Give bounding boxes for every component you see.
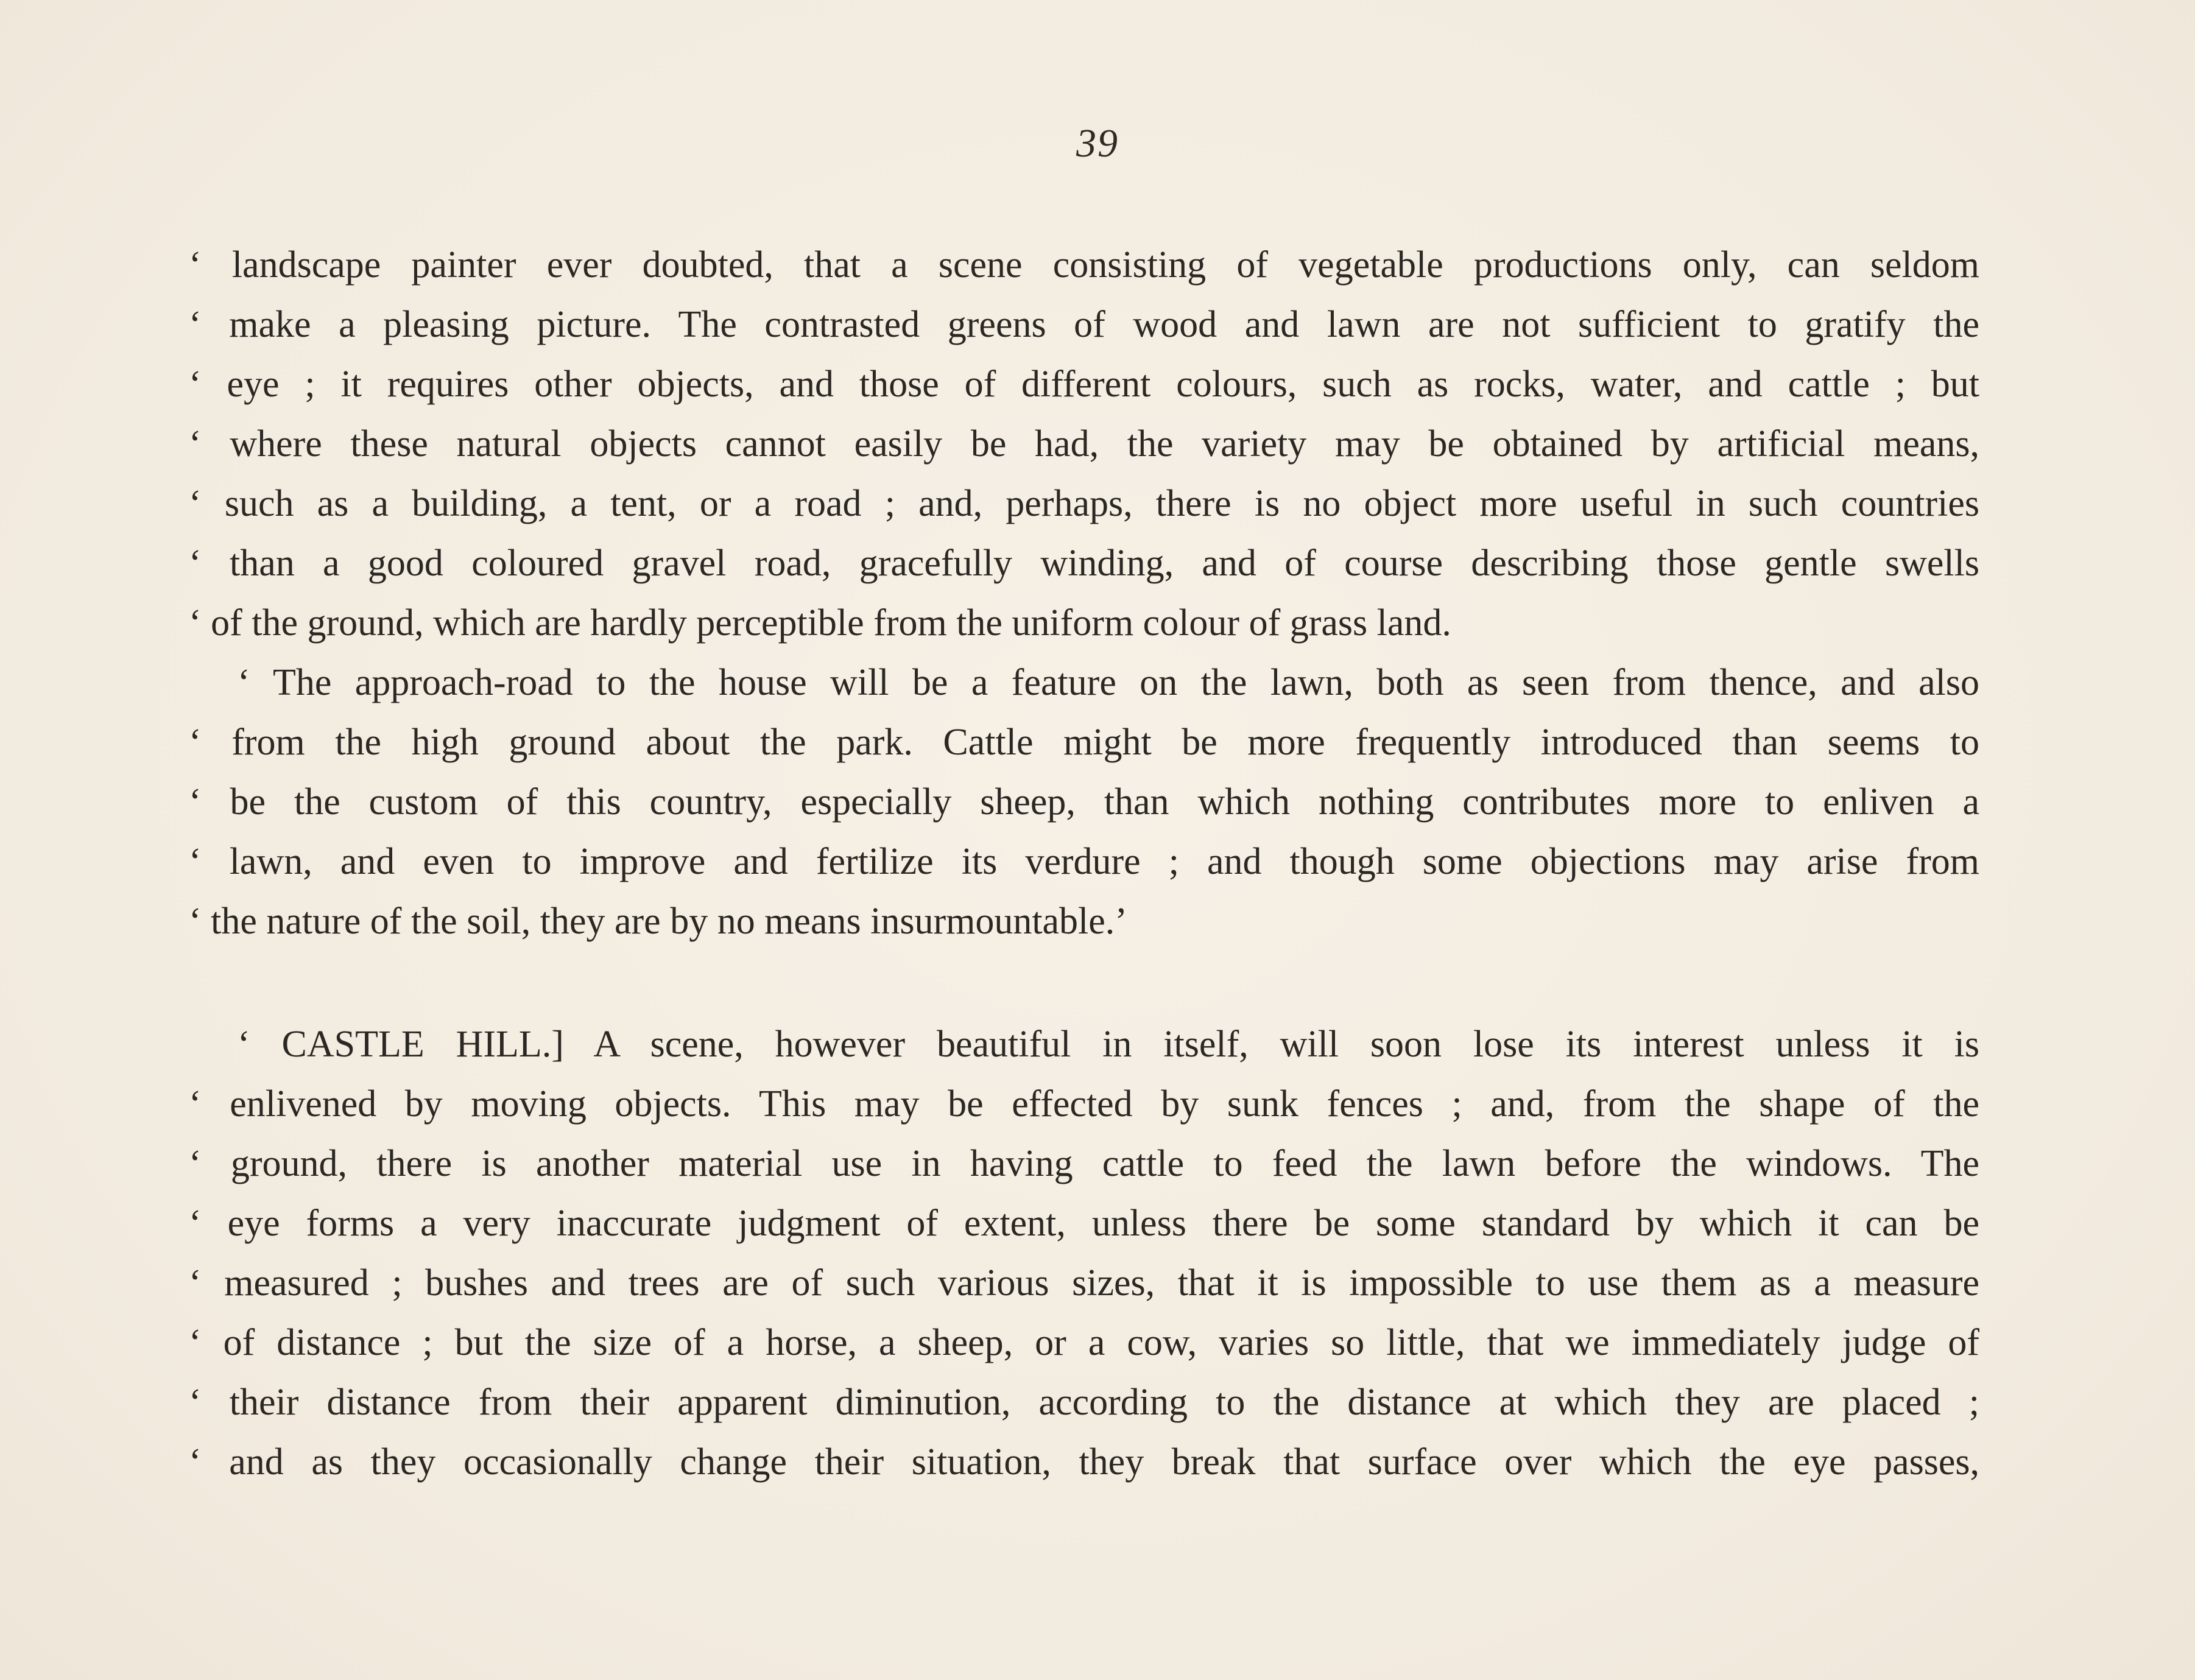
text-line: ‘ of distance ; but the size of a horse, a sheep, or a cow, varies so little, that we immediately judge of (189, 1322, 1979, 1363)
text-line: ‘ be the custom of this country, especially sheep, than which nothing contributes more to enliven a (189, 781, 1979, 823)
paragraph-3 (189, 1014, 1979, 1492)
text-line: ‘ eye forms a very inaccurate judgment of extent, unless there be some standard by which it can be (189, 1203, 1979, 1244)
text-line: ‘ such as a building, a tent, or a road ; and, perhaps, there is no object more useful in such countries (189, 483, 1979, 524)
text-line: ‘ their distance from their apparent diminution, according to the distance at which they are placed ; (189, 1382, 1979, 1423)
text-block-lower (189, 1014, 1979, 1492)
paragraph-1 (189, 235, 1979, 653)
text-line: ‘ lawn, and even to improve and fertilize its verdure ; and though some objections may arise from (189, 841, 1979, 882)
text-line: ‘ where these natural objects cannot easily be had, the variety may be obtained by artificial means, (189, 423, 1979, 465)
text-line: ‘ measured ; bushes and trees are of such various sizes, that it is impossible to use them as a measure (189, 1262, 1979, 1304)
text-line: ‘ landscape painter ever doubted, that a scene consisting of vegetable productions only, can seldom (189, 244, 1979, 286)
text-line: ‘ make a pleasing picture. The contrasted greens of wood and lawn are not sufficient to gratify the (189, 304, 1979, 345)
text-line: ‘ The approach-road to the house will be a feature on the lawn, both as seen from thence, and also (238, 662, 1979, 703)
text-line: ‘ the nature of the soil, they are by no means insurmountable.’ (189, 901, 1127, 942)
text-line: ‘ enlivened by moving objects. This may be effected by sunk fences ; and, from the shape of the (189, 1083, 1979, 1125)
paragraph-2 (189, 653, 1979, 951)
text-line: ‘ than a good coloured gravel road, gracefully winding, and of course describing those gentle swells (189, 543, 1979, 584)
text-line: ‘ and as they occasionally change their situation, they break that surface over which the eye passes, (189, 1441, 1979, 1483)
text-line: ‘ CASTLE HILL.] A scene, however beautiful in itself, will soon lose its interest unless it is (238, 1024, 1979, 1065)
text-line: ‘ eye ; it requires other objects, and those of different colours, such as rocks, water, and cattle ; but (189, 364, 1979, 405)
text-line: ‘ from the high ground about the park. Cattle might be more frequently introduced than seems to (189, 722, 1979, 763)
text-line: ‘ of the ground, which are hardly perceptible from the uniform colour of grass land. (189, 602, 1451, 644)
page-number: 39 (1076, 121, 1119, 166)
text-line: ‘ ground, there is another material use in having cattle to feed the lawn before the windows. The (189, 1143, 1979, 1184)
text-block-upper (189, 235, 1979, 951)
